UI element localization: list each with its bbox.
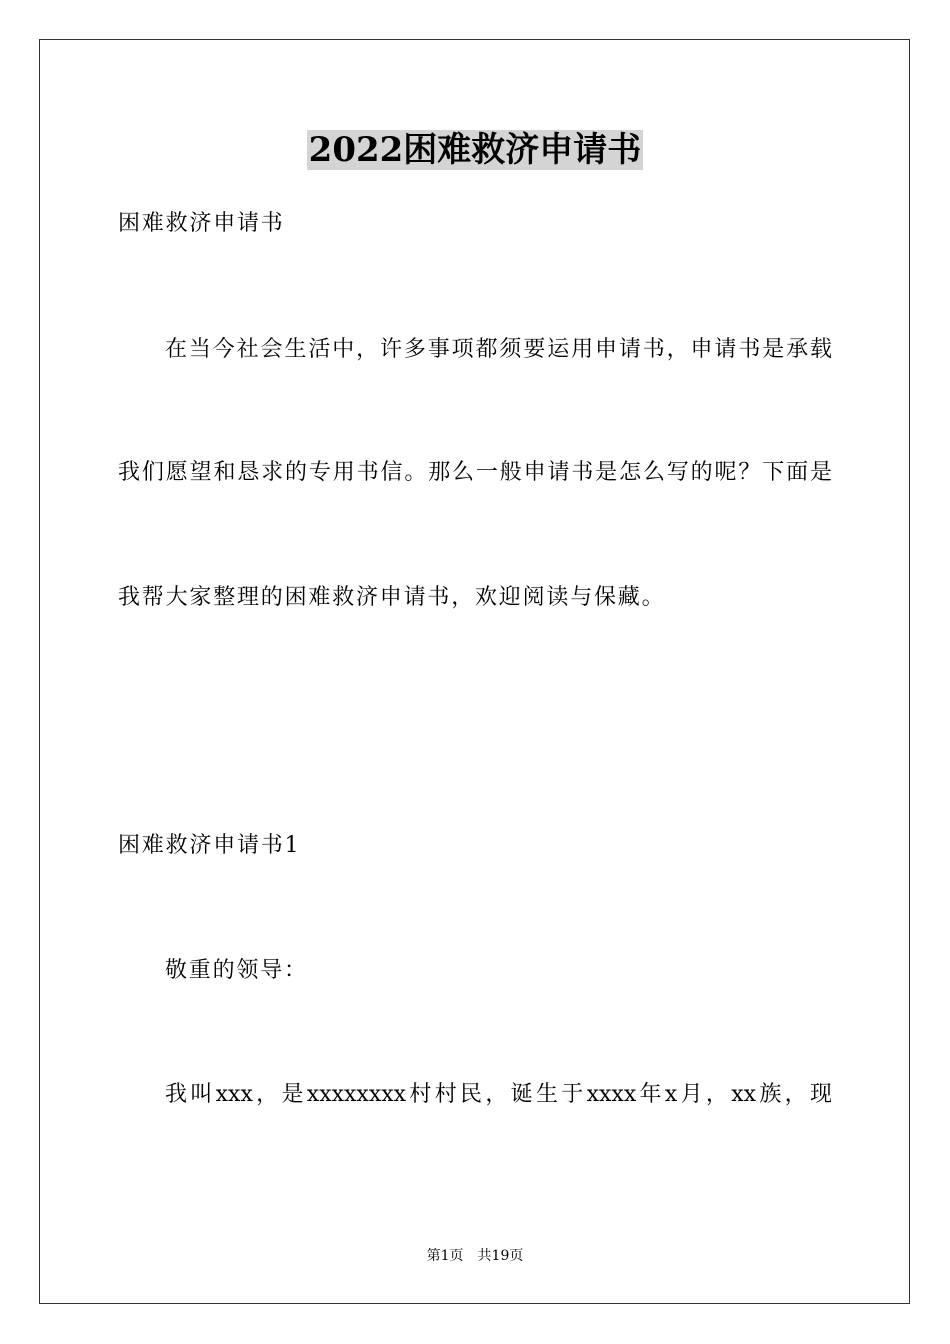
document-subtitle: 困难救济申请书 xyxy=(118,211,285,236)
intro-paragraph-line-3: 我帮大家整理的困难救济申请书，欢迎阅读与保藏。 xyxy=(118,585,666,610)
document-title xyxy=(0,128,950,172)
page-footer xyxy=(0,1246,950,1266)
intro-paragraph-line-1: 在当今社会生活中，许多事项都须要运用申请书，申请书是承载 xyxy=(165,337,832,362)
intro-paragraph-line-2: 我们愿望和恳求的专用书信。那么一般申请书是怎么写的呢？下面是 xyxy=(118,460,832,485)
salutation: 敬重的领导： xyxy=(165,958,308,983)
page-number-total: 共19页 xyxy=(477,1248,524,1264)
body-paragraph-line-1: 我叫xxx，是xxxxxxxx村村民，诞生于xxxx年x月，xx族，现 xyxy=(165,1082,832,1107)
page-number-current: 第1页 xyxy=(426,1248,464,1264)
section-heading: 困难救济申请书1 xyxy=(118,833,301,858)
document-title-text: 2022困难救济申请书 xyxy=(308,130,642,170)
